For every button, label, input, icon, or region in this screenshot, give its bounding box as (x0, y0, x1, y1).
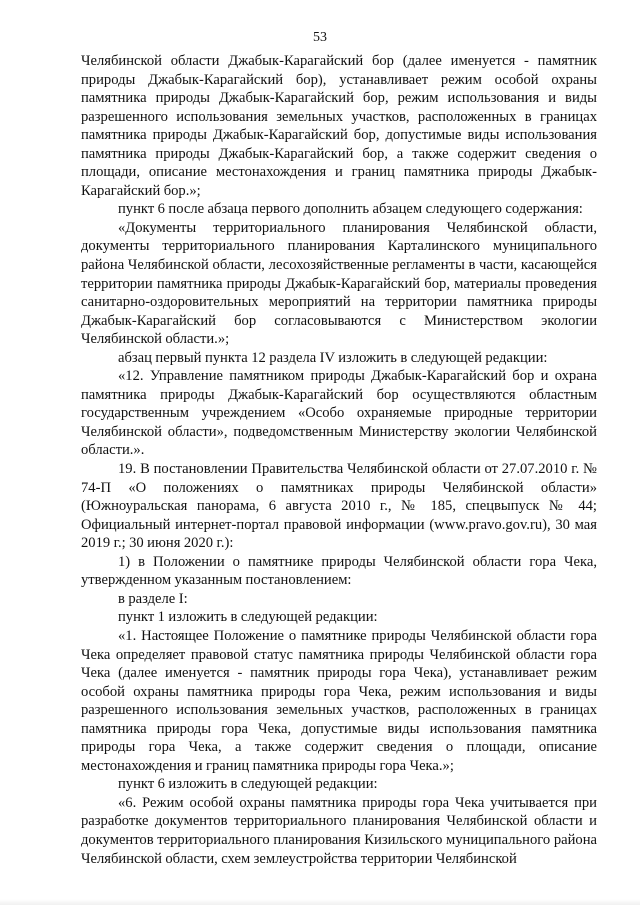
paragraph-item-1-instruction: пункт 1 изложить в следующей редакции: (118, 609, 378, 626)
paragraph-section-19: 19. В постановлении Правительства Челябинской области от 27.07.2010 г. № 74-П «О положениях о памятниках природы Челябинской области» (Южноуральская панорама, 6 августа 2010 г., № 185, спецвыпуск № 44; Официальный интернет-портал правовой информации (www.pravo.gov.ru), 30 мая 2019 г.; 30 июня 2020 г.): (81, 461, 597, 552)
paragraph-continuation: Челябинской области Джабык-Карагайский бор (далее именуется - памятник природы Джабык-Карагайский бор), устанавливает режим особой охраны памятника природы Джабык-Карагайский бор, режим использования и виды разрешенного использования земельных участков, расположенных в границах памятника природы Джабык-Карагайский бор, допустимые виды использования памятника природы Джабык-Карагайский бор, а также содержит сведения о площади, описание местонахождения и границ памятника природы Джабык-Карагайский бор.»; (81, 53, 597, 199)
paragraph-subitem-1: 1) в Положении о памятнике природы Челябинской области гора Чека, утвержденном указанным постановлением: (81, 553, 597, 589)
paragraph-item-12-instruction: абзац первый пункта 12 раздела IV изложить в следующей редакции: (118, 349, 548, 366)
paragraph-section-i: в разделе I: (118, 590, 188, 607)
page-bottom-edge (0, 899, 640, 905)
paragraph-quote-item-6: «6. Режим особой охраны памятника природы гора Чека учитывается при разработке документов территориального планирования Челябинской области и документов территориального планирования Кизильского муниципального района Челябинской области, схем землеустройства территории Челябинской (81, 794, 597, 867)
paragraph-item-6-instruction: пункт 6 после абзаца первого дополнить абзацем следующего содержания: (118, 201, 583, 218)
page-number: 53 (313, 30, 327, 45)
paragraph-quote-item-1: «1. Настоящее Положение о памятнике природы Челябинской области гора Чека определяет правовой статус памятника природы Челябинской области гора Чека (далее именуется - памятник природы гора Чека), устанавливает режим особой охраны памятника природы гора Чека, режим использования и виды разрешенного использования земельных участков, расположенных в границах памятника природы гора Чека, допустимые виды использования памятника природы гора Чека, а также содержит сведения о площади, описание местонахождения и границ памятника природы гора Чека.»; (81, 627, 597, 774)
paragraph-item-6-second-instruction: пункт 6 изложить в следующей редакции: (118, 776, 378, 793)
paragraph-quote-documents: «Документы территориального планирования Челябинской области, документы территориального планирования Карталинского муниципального района Челябинской области, лесохозяйственные регламенты в части, касающейся территории памятника природы Джабык-Карагайский бор, материалы проведения санитарно-оздоровительных мероприятий на территории памятника природы Джабык-Карагайский бор согласовываются с Министерством экологии Челябинской области.»; (81, 219, 597, 348)
document-body (81, 52, 597, 868)
paragraph-quote-item-12: «12. Управление памятником природы Джабык-Карагайский бор и охрана памятника природы Джабык-Карагайский бор осуществляются областным государственным учреждением «Особо охраняемые природные территории Челябинской области», подведомственным Министерству экологии Челябинской области.». (81, 368, 597, 459)
